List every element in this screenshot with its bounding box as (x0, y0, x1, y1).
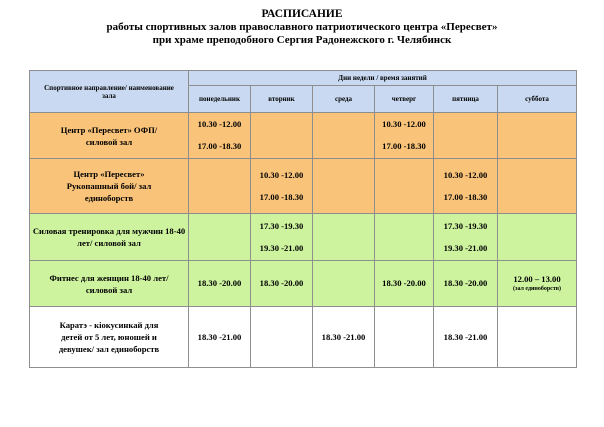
slot-thursday (375, 214, 434, 261)
time-value: 17.00 -18.30 (259, 191, 304, 202)
slot-friday (434, 113, 498, 159)
time-value: 17.00 -18.30 (197, 141, 242, 151)
slot-friday (434, 261, 498, 307)
time-value: 17.30 -19.30 (259, 220, 304, 231)
time-value: 18.30 -21.00 (443, 331, 488, 342)
time-value: 18.30 -21.00 (197, 331, 242, 342)
time-value: 18.30 -20.00 (259, 278, 304, 288)
day-header-wednesday: среда (313, 86, 375, 113)
slot-monday (189, 261, 251, 307)
hall-note: (зал единоборств) (513, 285, 561, 292)
time-value: 17.00 -18.30 (443, 191, 488, 202)
slot-monday (189, 113, 251, 159)
slot-friday (434, 159, 498, 214)
time-value: 17.30 -19.30 (443, 220, 488, 231)
document-header (0, 8, 604, 47)
document-subtitle-location: при храме преподобного Сергия Радонежского г. Челябинск (152, 34, 452, 46)
day-header-saturday: суббота (498, 86, 577, 113)
time-value: 18.30 -20.00 (443, 278, 488, 288)
slot-tuesday (251, 261, 313, 307)
time-value: 12.00 – 13.00 (513, 273, 561, 284)
table-row (30, 261, 577, 307)
slot-thursday (375, 307, 434, 368)
slot-wednesday (313, 113, 375, 159)
slot-saturday (498, 261, 577, 307)
slot-saturday (498, 214, 577, 261)
slot-friday (434, 214, 498, 261)
activity-name: Центр «Пересвет» Рукопашный бой/ зал единоборств (30, 159, 189, 214)
activity-name: Силовая тренировка для мужчин 18-40 лет/ силовой зал (30, 214, 189, 261)
slot-thursday (375, 261, 434, 307)
slot-wednesday (313, 214, 375, 261)
activity-name: Фитнес для женщин 18-40 лет/ силовой зал (30, 261, 189, 307)
document-subtitle: работы спортивных залов православного патриотического центра «Пересвет» (106, 21, 498, 33)
day-header-friday: пятница (434, 86, 498, 113)
slot-tuesday (251, 113, 313, 159)
day-header-tuesday: вторник (251, 86, 313, 113)
slot-thursday (375, 159, 434, 214)
slot-tuesday (251, 159, 313, 214)
slot-saturday (498, 307, 577, 368)
slot-tuesday (251, 307, 313, 368)
slot-friday (434, 307, 498, 368)
slot-saturday (498, 159, 577, 214)
slot-monday (189, 159, 251, 214)
slot-monday (189, 307, 251, 368)
time-value: 10.30 -12.00 (382, 119, 426, 129)
slot-saturday (498, 113, 577, 159)
time-value: 10.30 -12.00 (197, 119, 242, 129)
day-header-thursday: четверг (375, 86, 434, 113)
schedule-table (29, 70, 577, 368)
slot-tuesday (251, 214, 313, 261)
table-row (30, 113, 577, 159)
table-row (30, 307, 577, 368)
activity-name: Каратэ - кiокусинкай для детей от 5 лет, юношей и девушек/ зал единоборств (30, 307, 189, 368)
time-value: 10.30 -12.00 (443, 169, 488, 180)
time-value: 18.30 -20.00 (382, 278, 426, 288)
time-value: 19.30 -21.00 (259, 242, 304, 253)
time-value: 17.00 -18.30 (382, 141, 426, 151)
activity-name: Центр «Пересвет» ОФП/силовой зал (30, 113, 189, 159)
slot-wednesday (313, 261, 375, 307)
slot-wednesday (313, 307, 375, 368)
time-value: 10.30 -12.00 (259, 169, 304, 180)
days-header: Дни недели / время занятий (189, 71, 577, 86)
direction-header: Спортивное направление/ наименование зала (30, 71, 189, 113)
day-header-monday: понедельник (189, 86, 251, 113)
slot-thursday (375, 113, 434, 159)
header-row-top (30, 71, 577, 86)
document-title: РАСПИСАНИЕ (261, 8, 343, 20)
slot-monday (189, 214, 251, 261)
time-value: 18.30 -20.00 (197, 278, 242, 288)
time-value: 19.30 -21.00 (443, 242, 488, 253)
table-row (30, 214, 577, 261)
slot-wednesday (313, 159, 375, 214)
table-row (30, 159, 577, 214)
time-value: 18.30 -21.00 (321, 331, 366, 342)
